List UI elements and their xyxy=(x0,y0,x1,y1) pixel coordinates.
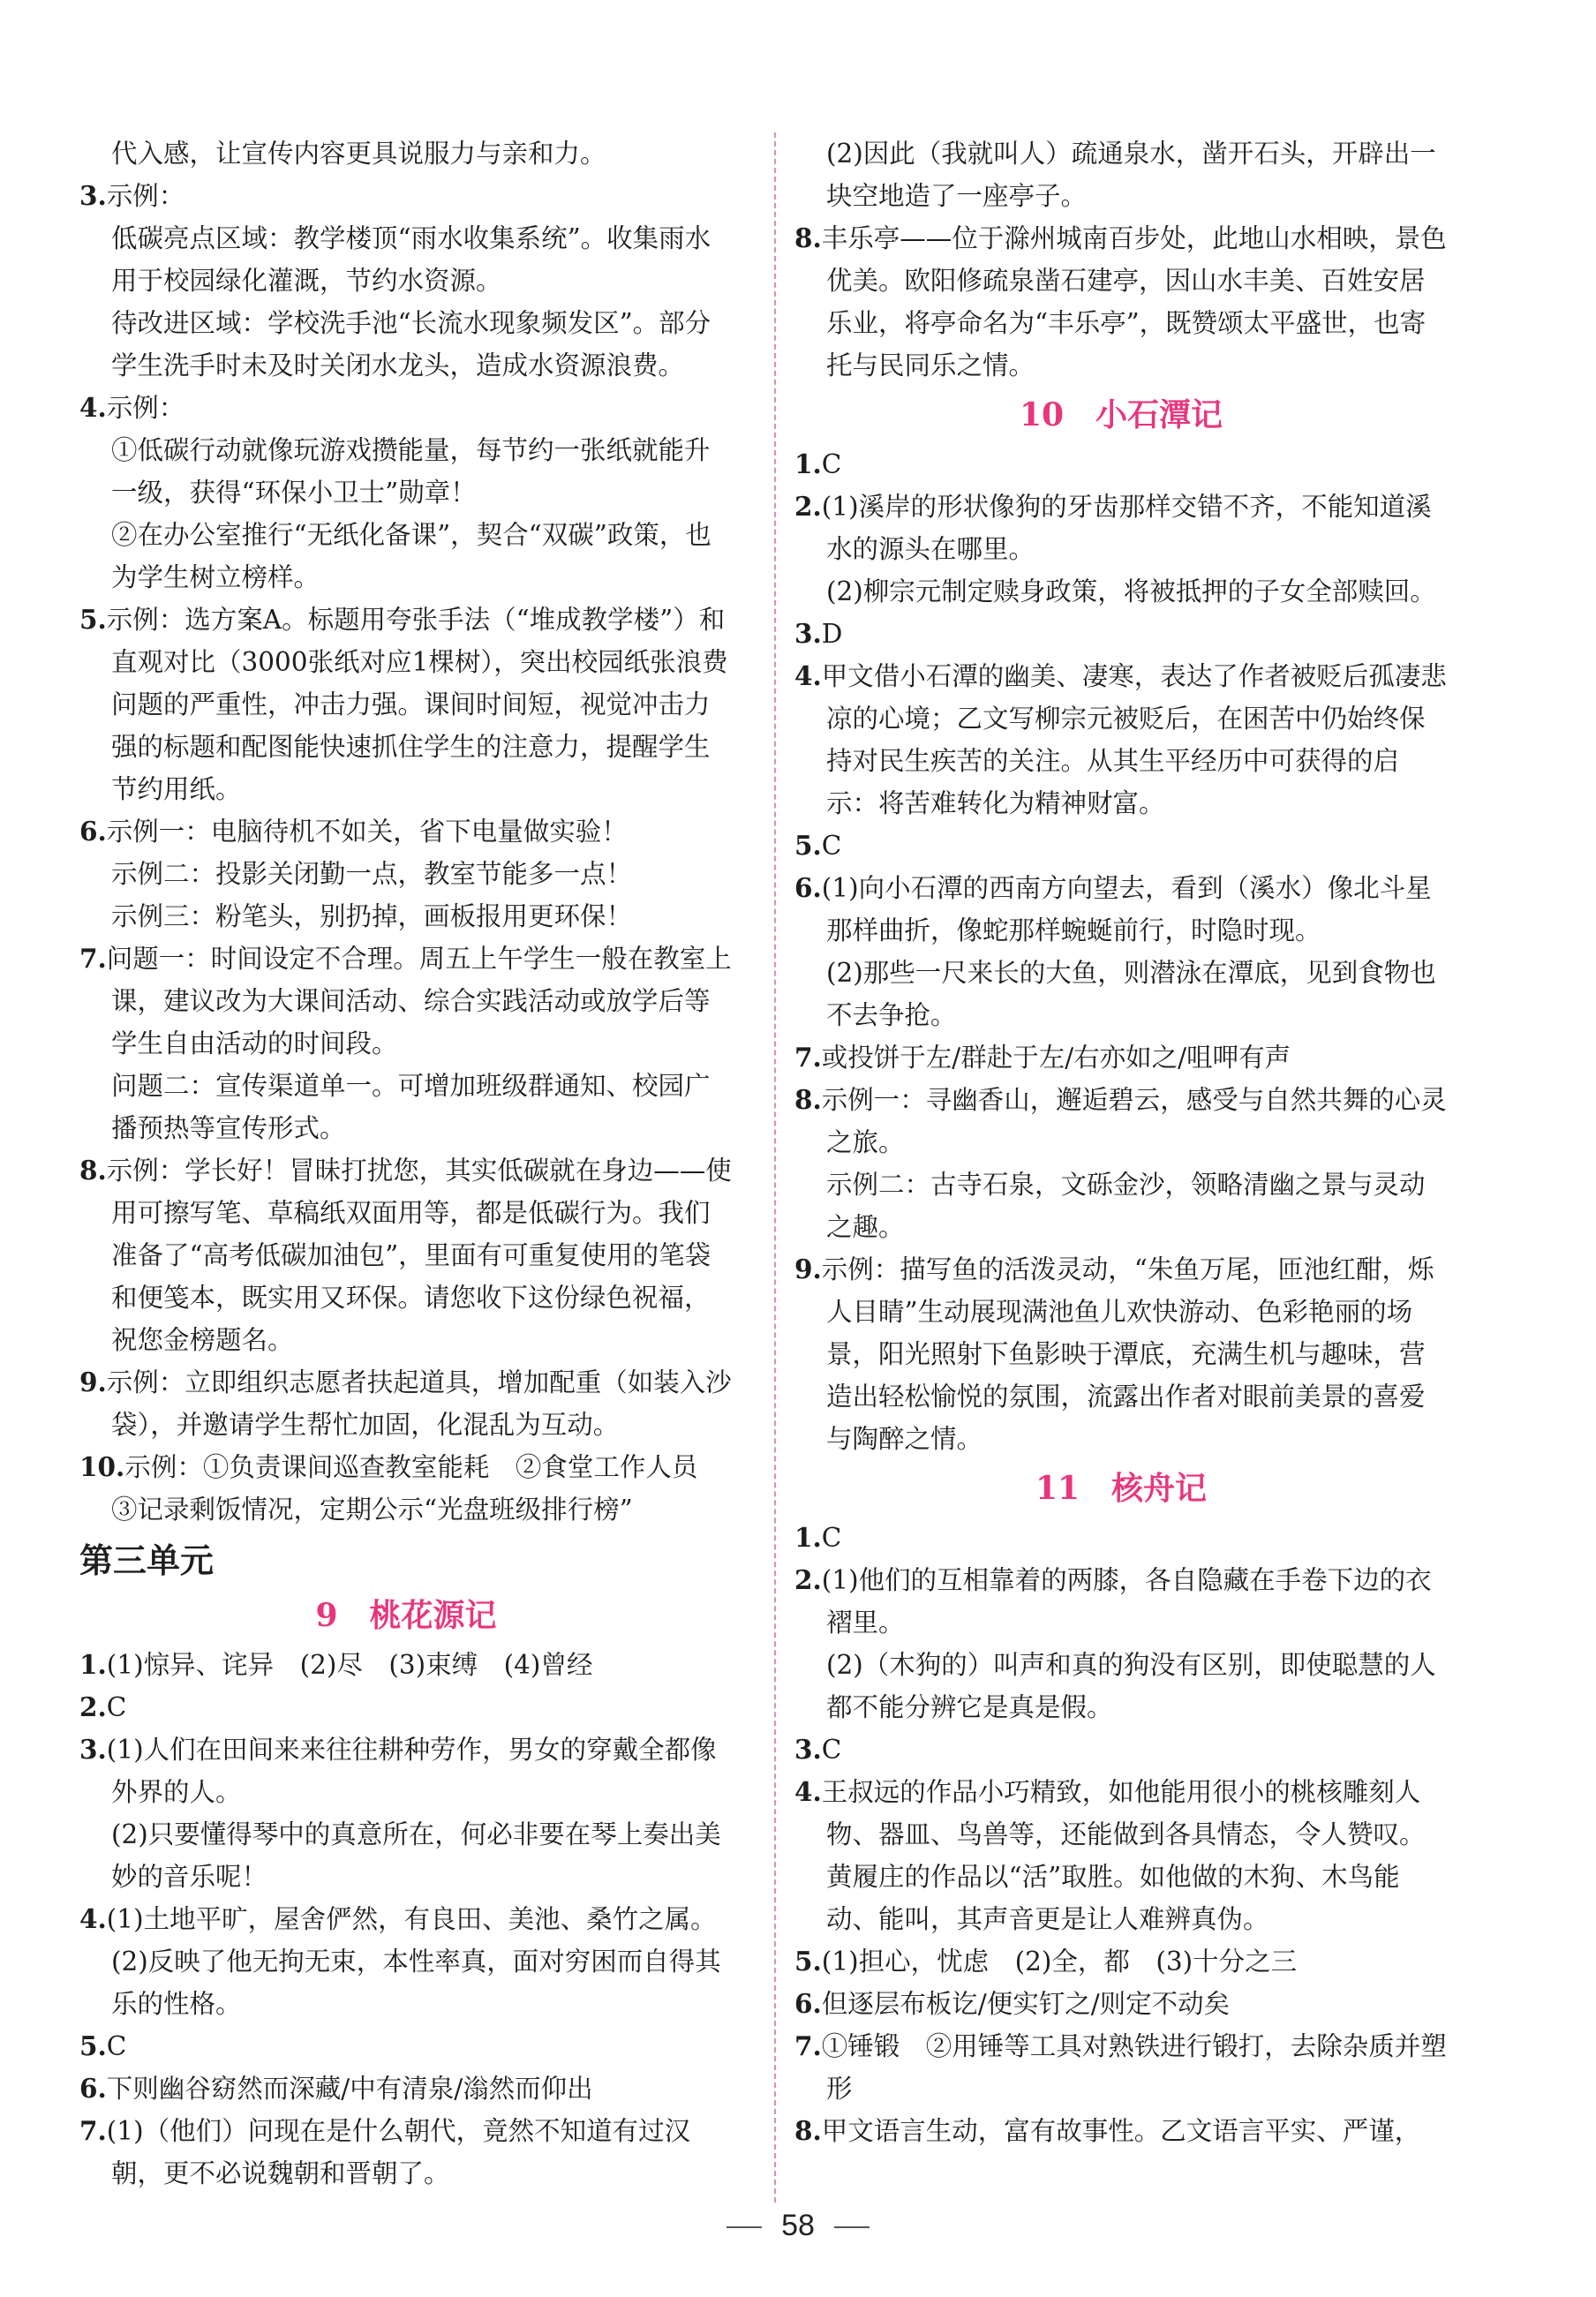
unit-heading: 第三单元 xyxy=(79,1541,215,1580)
answer-item xyxy=(79,387,733,599)
answer-item xyxy=(79,1728,733,1898)
answer-line: 示例三：粉笔头，别扔掉，画板报用更环保！ xyxy=(111,901,633,931)
answer-number: 4. xyxy=(794,660,822,691)
lesson-name: 桃花源记 xyxy=(369,1597,497,1634)
answer-item xyxy=(794,867,1448,1036)
answer-number: 4. xyxy=(79,1903,107,1934)
page-number: 58 xyxy=(781,2209,815,2242)
answer-line: 示例：选方案A。标题用夸张手法（“堆成教学楼”）和直观对比（3000张纸对应1棵树），突出校园纸张浪费问题的严重性，冲击力强。课间时间短，视觉冲击力强的标题和配图能快速抓住学生的注意力，提醒学生节约用纸。 xyxy=(106,605,728,804)
answer-line: 示例： xyxy=(106,393,185,423)
answer-line: (2)那些一尺来长的大鱼，则潜泳在潭底，见到食物也不去争抢。 xyxy=(826,958,1436,1030)
answer-number: 9. xyxy=(794,1254,822,1284)
answer-line: (1)惊异、诧异 (2)尽 (3)束缚 (4)曾经 xyxy=(106,1650,593,1680)
answer-line: C xyxy=(821,449,842,479)
lesson-title xyxy=(794,1462,1448,1515)
answer-item xyxy=(794,825,1448,867)
answer-line: 丰乐亭——位于滁州城南百步处，此地山水相映，景色优美。欧阳修疏泉凿石建亭，因山水丰美、百姓安居乐业，将亭命名为“丰乐亭”，既赞颂太平盛世，也寄托与民同乐之情。 xyxy=(821,223,1447,380)
answer-item xyxy=(794,1517,1448,1559)
answer-item xyxy=(79,2110,733,2195)
answer-number: 10. xyxy=(79,1451,125,1482)
answer-line: (1)向小石潭的西南方向望去，看到（溪水）像北斗星那样曲折，像蛇那样蜿蜒前行，时隐时现。 xyxy=(821,873,1432,945)
column-divider xyxy=(774,132,776,2203)
lesson-name: 小石潭记 xyxy=(1095,396,1223,433)
answer-item xyxy=(794,2110,1448,2152)
answer-number: 5. xyxy=(79,2030,107,2061)
answer-item xyxy=(794,443,1448,486)
answer-line: (2)柳宗元制定赎身政策，将被抵押的子女全部赎回。 xyxy=(826,576,1436,606)
answer-number: 1. xyxy=(794,1522,822,1553)
answer-number: 4. xyxy=(794,1776,822,1807)
answer-item xyxy=(79,2025,733,2067)
answer-line: 示例：学长好！冒昧打扰您，其实低碳就在身边——使用可擦写笔、草稿纸双面用等，都是低碳行为。我们准备了“高考低碳加油包”，里面有可重复使用的笔袋和便笺本，既实用又环保。请您收下这份绿色祝福，祝您金榜题名。 xyxy=(106,1156,732,1355)
right-column xyxy=(794,132,1448,2152)
answer-line: 示例一：电脑待机不如关，省下电量做实验！ xyxy=(106,817,628,847)
answer-item xyxy=(794,1728,1448,1771)
answer-item xyxy=(794,486,1448,613)
answer-item xyxy=(79,1149,733,1361)
answer-line: (1)（他们）问现在是什么朝代，竟然不知道有过汉朝，更不必说魏朝和晋朝了。 xyxy=(106,2116,691,2188)
answer-item xyxy=(79,1898,733,2025)
lesson-number: 9 xyxy=(315,1597,338,1634)
answer-item xyxy=(794,1771,1448,1940)
answer-number: 5. xyxy=(794,1946,822,1977)
answer-line: 低碳亮点区域：教学楼顶“雨水收集系统”。收集雨水用于校园绿化灌溉，节约水资源。 xyxy=(111,223,711,296)
answer-number: 2. xyxy=(794,1564,822,1595)
answer-number: 3. xyxy=(79,180,107,211)
answer-number: 9. xyxy=(79,1367,107,1397)
lesson-name: 核舟记 xyxy=(1111,1470,1208,1507)
answer-line: 示例：立即组织志愿者扶起道具，增加配重（如装入沙袋），并邀请学生帮忙加固，化混乱为互动。 xyxy=(106,1367,732,1440)
answer-item xyxy=(794,1559,1448,1728)
answer-number: 3. xyxy=(79,1734,107,1765)
answer-item xyxy=(79,1361,733,1446)
answer-item xyxy=(79,810,733,938)
answer-item xyxy=(794,1036,1448,1079)
answer-number: 6. xyxy=(79,816,107,847)
answer-item xyxy=(79,1686,733,1728)
answer-number: 3. xyxy=(794,618,822,649)
left-column xyxy=(79,132,733,2195)
answer-number: 7. xyxy=(79,2115,107,2146)
answer-line: ①锤锻 ②用锤等工具对熟铁进行锻打，去除杂质并塑形 xyxy=(821,2031,1447,2104)
answer-line: 下则幽谷窈然而深藏/中有清泉/滃然而仰出 xyxy=(106,2074,593,2104)
answer-line: (2)只要懂得琴中的真意所在，何必非要在琴上奏出美妙的音乐呢！ xyxy=(111,1819,721,1892)
answer-item xyxy=(79,1446,733,1531)
answer-line: 示例：描写鱼的活泼灵动，“朱鱼万尾，匝池红酣，烁人目睛”生动展现满池鱼儿欢快游动、色彩艳丽的场景，阳光照射下鱼影映于潭底，充满生机与趣味，营造出轻松愉悦的氛围，流露出作者对眼前美景的喜爱与陶醉之情。 xyxy=(821,1254,1434,1454)
answer-line: C xyxy=(106,2031,127,2061)
answer-number: 7. xyxy=(79,943,107,974)
answer-item xyxy=(79,1644,733,1686)
page-footer xyxy=(0,2209,1596,2243)
answer-item xyxy=(79,938,733,1149)
answer-item xyxy=(794,1079,1448,1248)
answer-line: 待改进区域：学校洗手池“长流水现象频发区”。部分学生洗手时未及时关闭水龙头，造成水资源浪费。 xyxy=(111,308,711,380)
answer-line: 王叔远的作品小巧精致，如他能用很小的桃核雕刻人物、器皿、鸟兽等，还能做到各具情态，令人赞叹。黄履庄的作品以“活”取胜。如他做的木狗、木鸟能动、能叫，其声音更是让人难辨真伪。 xyxy=(821,1777,1426,1934)
footer-dash-left xyxy=(726,2226,762,2228)
answer-number: 8. xyxy=(794,1084,822,1115)
answer-item xyxy=(794,613,1448,655)
lesson-title xyxy=(794,388,1448,441)
answer-item xyxy=(794,1248,1448,1460)
answer-line: 但逐层布板讫/便实钉之/则定不动矣 xyxy=(821,1989,1231,2019)
answer-number: 8. xyxy=(794,2115,822,2146)
lesson-title xyxy=(79,1589,733,1642)
answer-line: 示例： xyxy=(106,181,185,211)
answer-line: ①低碳行动就像玩游戏攒能量，每节约一张纸就能升一级，获得“环保小卫士”勋章！ xyxy=(111,435,711,508)
answer-line: (1)担心，忧虑 (2)全，都 (3)十分之三 xyxy=(821,1947,1298,1977)
answer-number: 7. xyxy=(794,2030,822,2061)
answer-item xyxy=(794,1983,1448,2025)
answer-line: (1)人们在田间来来往往耕种劳作，男女的穿戴全都像外界的人。 xyxy=(106,1735,717,1807)
answer-line: 问题二：宣传渠道单一。可增加班级群通知、校园广播预热等宣传形式。 xyxy=(111,1071,711,1143)
answer-line: 示例：①负责课间巡查教室能耗 ②食堂工作人员 ③记录剩饭情况，定期公示“光盘班级排行榜” xyxy=(111,1452,724,1525)
answer-line: 示例一：寻幽香山，邂逅碧云，感受与自然共舞的心灵之旅。 xyxy=(821,1085,1447,1157)
answer-item xyxy=(79,2067,733,2110)
answer-item xyxy=(794,1940,1448,1983)
answer-number: 1. xyxy=(79,1649,107,1680)
answer-item xyxy=(794,2025,1448,2110)
answer-item xyxy=(794,217,1448,387)
answer-line: (1)土地平旷，屋舍俨然，有良田、美池、桑竹之属。 xyxy=(106,1904,717,1934)
answer-line: ②在办公室推行“无纸化备课”，契合“双碳”政策，也为学生树立榜样。 xyxy=(111,520,711,592)
answer-number: 3. xyxy=(794,1734,822,1765)
lesson-number: 10 xyxy=(1019,396,1065,433)
answer-item xyxy=(794,655,1448,825)
answer-line: 问题一：时间设定不合理。周五上午学生一般在教室上课，建议改为大课间活动、综合实践活动或放学后等学生自由活动的时间段。 xyxy=(106,944,732,1058)
answer-number: 5. xyxy=(794,830,822,861)
answer-line: (2)（木狗的）叫声和真的狗没有区别，即使聪慧的人都不能分辨它是真是假。 xyxy=(826,1650,1436,1722)
answer-number: 2. xyxy=(79,1691,107,1722)
lesson-number: 11 xyxy=(1035,1470,1080,1507)
answer-line: 示例二：古寺石泉，文砾金沙，领略清幽之景与灵动之趣。 xyxy=(826,1170,1426,1242)
answer-line: 或投饼于左/群赴于左/右亦如之/咀呷有声 xyxy=(821,1043,1291,1073)
answer-number: 6. xyxy=(794,1988,822,2019)
answer-continuation: (2)因此（我就叫人）疏通泉水，凿开石头，开辟出一块空地造了一座亭子。 xyxy=(826,139,1436,211)
answer-number: 8. xyxy=(79,1155,107,1186)
answer-line: D xyxy=(821,619,843,649)
answer-line: (1)他们的互相靠着的两膝，各自隐藏在手卷下边的衣褶里。 xyxy=(821,1565,1432,1638)
answer-number: 5. xyxy=(79,604,107,635)
answer-number: 4. xyxy=(79,392,107,423)
answer-number: 7. xyxy=(794,1042,822,1073)
answer-line: (2)反映了他无拘无束，本性率真，面对穷困而自得其乐的性格。 xyxy=(111,1947,721,2019)
answer-line: 示例二：投影关闭勤一点，教室节能多一点！ xyxy=(111,859,633,889)
answer-item xyxy=(79,599,733,810)
answer-item xyxy=(79,175,733,387)
answer-line: C xyxy=(106,1692,127,1722)
answer-number: 2. xyxy=(794,491,822,522)
answer-line: C xyxy=(821,831,842,861)
answer-number: 8. xyxy=(794,222,822,253)
footer-dash-right xyxy=(834,2226,870,2228)
answer-line: 甲文借小石潭的幽美、凄寒，表达了作者被贬后孤凄悲凉的心境；乙文写柳宗元被贬后，在困苦中仍始终保持对民生疾苦的关注。从其生平经历中可获得的启示：将苦难转化为精神财富。 xyxy=(821,661,1447,818)
answer-line: C xyxy=(821,1523,842,1553)
answer-number: 6. xyxy=(794,872,822,903)
answer-continuation: 代入感，让宣传内容更具说服力与亲和力。 xyxy=(111,139,606,169)
answer-line: 甲文语言生动，富有故事性。乙文语言平实、严谨， xyxy=(821,2116,1421,2146)
answer-number: 1. xyxy=(794,448,822,479)
answer-number: 6. xyxy=(79,2073,107,2104)
answer-line: C xyxy=(821,1735,842,1765)
answer-line: (1)溪岸的形状像狗的牙齿那样交错不齐，不能知道溪水的源头在哪里。 xyxy=(821,492,1432,564)
